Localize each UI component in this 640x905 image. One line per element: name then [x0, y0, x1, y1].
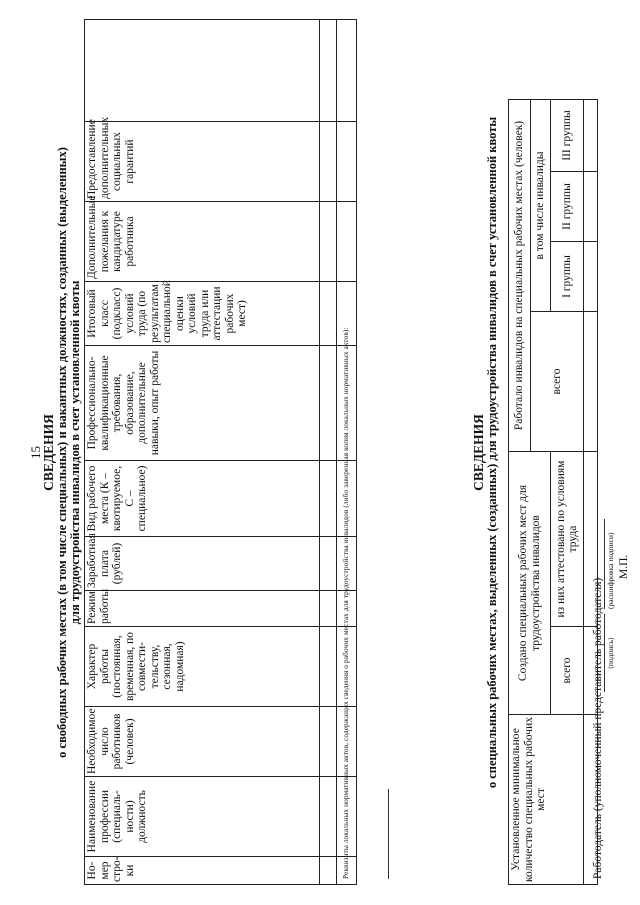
header-additional-wishes: Дополнительные пожелания к кандидатуре работника: [85, 202, 320, 282]
header-created-total: всего: [551, 627, 584, 715]
signature-line: [604, 614, 605, 692]
header-work-schedule: Режим работы: [85, 591, 320, 627]
requisites-note: Реквизиты локальных нормативных актов, содержащих сведения о рабочих местах для трудоустройства инвалидов (либо заверенная копия локальных нормативных актов):: [341, 327, 350, 879]
header-min-quota: Установленное минимальное количество специальных рабочих мест: [509, 715, 584, 885]
decode-line: [604, 519, 605, 609]
cell[interactable]: [320, 122, 337, 202]
header-employed: Работало инвалидов на специальных рабочих местах (человек): [509, 99, 531, 451]
form1-title: СВЕДЕНИЯ: [41, 414, 56, 491]
signature-caption: (подпись): [606, 637, 615, 669]
form2-title: СВЕДЕНИЯ: [471, 414, 486, 491]
cell[interactable]: [320, 282, 337, 346]
cell[interactable]: [584, 99, 598, 171]
header-including-disabled: в том числе инвалиды: [531, 99, 551, 311]
vacancies-table: [84, 19, 357, 885]
cell[interactable]: [320, 591, 337, 627]
special-workplaces-table: [508, 99, 598, 885]
form1-subtitle: [56, 40, 82, 865]
header-created: Создано специальных рабочих мест для трудоустройства инвалидов: [509, 452, 551, 715]
requisites-fill-line: [388, 789, 389, 879]
cell[interactable]: [320, 707, 337, 777]
cell[interactable]: [320, 627, 337, 707]
employer-label: Работодатель (уполномоченный представитель работодателя): [592, 577, 604, 879]
page-number: 15: [28, 446, 43, 459]
header-work-nature: Характер работы (постоянная, временная, по совмести-тельству, сезонная, надомная): [85, 627, 320, 707]
cell[interactable]: [320, 537, 337, 591]
cell[interactable]: [320, 857, 337, 885]
cell[interactable]: [584, 312, 598, 452]
header-conditions-class: Итоговый класс (подкласс) условий труда (по результатам специальной оценки условий труда или аттестации рабочих мест): [85, 282, 320, 346]
form1-subtitle-line1: о свободных рабочих местах (в том числе специальных) и вакантных должностях, созданных (выделенных): [55, 147, 69, 758]
stamp-place: М.П.: [618, 554, 630, 579]
header-required-count: Необходимое число работников (человек): [85, 707, 320, 777]
form2-subtitle: о специальных рабочих местах, выделенных (созданных) для трудоустройства инвалидов в счет установленной квоты: [485, 116, 499, 789]
cell[interactable]: [320, 20, 337, 122]
header-row-number: Но-мер стро-ки: [85, 857, 320, 885]
header-profession: Наименование профессии (специаль-ности) должность: [85, 777, 320, 857]
header-group-1: I группы: [551, 242, 584, 312]
header-social-guarantees: Предоставление дополнительных социальных гарантий: [85, 122, 320, 202]
header-attested: из них аттестовано по условиям труда: [551, 452, 584, 627]
table-row: [320, 20, 337, 885]
header-employed-total: всего: [531, 312, 584, 452]
header-workplace-type: Вид рабочего места (К – квотируемое, С – специальное): [85, 461, 320, 537]
cell[interactable]: [584, 242, 598, 312]
cell[interactable]: [320, 461, 337, 537]
cell[interactable]: [584, 172, 598, 242]
cell[interactable]: [320, 777, 337, 857]
cell[interactable]: [320, 202, 337, 282]
form1-subtitle-line2: для трудоустройства инвалидов в счет установленной квоты: [68, 280, 82, 625]
header-salary: Заработная плата (рублей): [85, 537, 320, 591]
header-qualification: Профессионально-квалификационные требования, образование, дополнительные навыки, опыт работы: [85, 346, 320, 461]
header-group-2: II группы: [551, 172, 584, 242]
cell[interactable]: [320, 346, 337, 461]
header-group-3: III группы: [551, 99, 584, 171]
decode-caption: (расшифровка подписи): [606, 532, 615, 609]
header-extra-cell: [85, 20, 320, 122]
